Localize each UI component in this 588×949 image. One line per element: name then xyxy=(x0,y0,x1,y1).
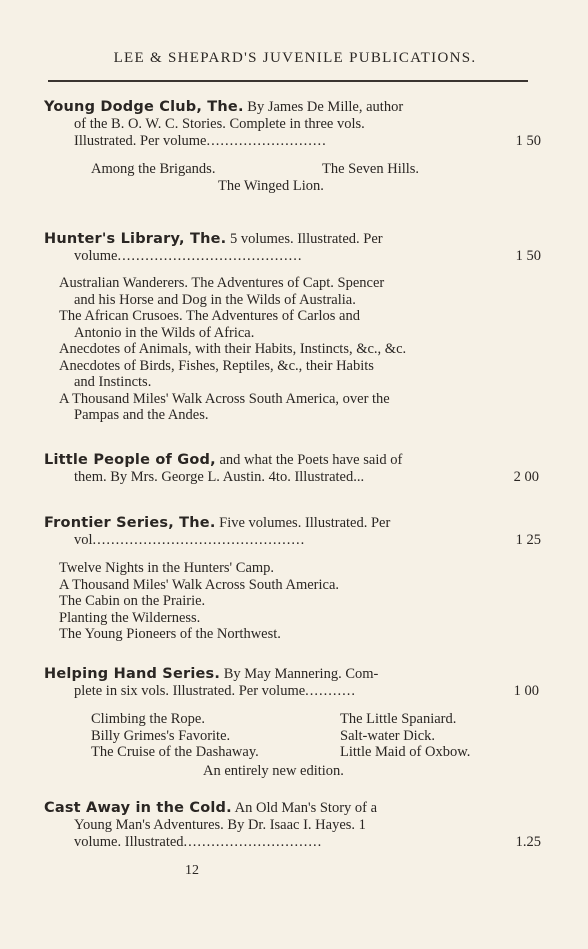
list-item-cont: Pampas and the Andes. xyxy=(74,407,209,423)
entry-text: and what the Poets have said of xyxy=(215,452,403,468)
entry-text: Young Man's Adventures. By Dr. Isaac I. Hayes. 1 xyxy=(74,817,366,833)
entry-text: Illustrated. Per volume xyxy=(74,133,207,149)
title-item: Among the Brigands. xyxy=(91,161,216,177)
entry-title: Hunter's Library, The. xyxy=(44,231,227,247)
entry-text: of the B. O. W. C. Stories. Complete in three vols. xyxy=(74,116,365,132)
entry-little-people xyxy=(44,452,549,486)
list-item: The Little Spaniard. xyxy=(340,711,457,727)
list-item: Anecdotes of Animals, with their Habits, Instincts, &c., &c. xyxy=(59,341,407,357)
list-item: Little Maid of Oxbow. xyxy=(340,744,471,760)
edition-note: An entirely new edition. xyxy=(203,763,344,779)
entry-text: volume xyxy=(74,248,118,264)
entry-hunters-library xyxy=(44,231,549,424)
list-item: A Thousand Miles' Walk Across South America. xyxy=(59,576,340,593)
price: 1 50 xyxy=(515,248,541,264)
entry-text: An Old Man's Story of a xyxy=(231,800,378,816)
page-number: 12 xyxy=(185,863,199,878)
entry-frontier-series xyxy=(44,515,549,643)
running-header: LEE & SHEPARD'S JUVENILE PUBLICATIONS. xyxy=(113,50,477,66)
price: 1 00 xyxy=(513,683,539,699)
title-list xyxy=(44,711,549,763)
entry-text: By May Mannering. Com- xyxy=(220,666,379,682)
list-item: Planting the Wilderness. xyxy=(59,609,201,626)
list-item-cont: and Instincts. xyxy=(74,374,152,390)
list-item: Salt-water Dick. xyxy=(340,727,436,744)
entry-title: Little People of God, xyxy=(44,452,216,468)
list-item: A Thousand Miles' Walk Across South America, over the xyxy=(59,390,390,407)
price: 2 00 xyxy=(513,469,539,485)
price: 1.25 xyxy=(515,834,541,850)
entry-title: Young Dodge Club, The. xyxy=(44,99,244,115)
entry-title: Helping Hand Series. xyxy=(44,666,221,682)
list-item: Australian Wanderers. The Adventures of Capt. Spencer xyxy=(59,275,385,291)
list-item: Billy Grimes's Favorite. xyxy=(91,727,231,744)
price: 1 25 xyxy=(515,532,541,548)
entry-text: them. By Mrs. George L. Austin. 4to. Illustrated... xyxy=(74,469,365,485)
entry-cast-away xyxy=(44,800,549,851)
list-item-cont: and his Horse and Dog in the Wilds of Australia. xyxy=(74,291,356,308)
entry-text: 5 volumes. Illustrated. Per xyxy=(226,231,383,247)
header-rule xyxy=(48,80,528,82)
entry-young-dodge-club xyxy=(44,99,549,195)
entry-text: vol xyxy=(74,532,93,548)
list-item: Climbing the Rope. xyxy=(91,711,205,727)
entry-title: Cast Away in the Cold. xyxy=(44,800,232,816)
leader-dots: .............................. xyxy=(183,834,323,850)
leader-dots: ........... xyxy=(305,683,357,699)
price: 1 50 xyxy=(515,133,541,149)
list-item: The Cabin on the Prairie. xyxy=(59,593,206,609)
leader-dots: ........................................ xyxy=(117,248,303,264)
title-item: The Winged Lion. xyxy=(218,178,324,194)
list-item: The Cruise of the Dashaway. xyxy=(91,744,259,760)
leader-dots: .............................................. xyxy=(92,532,306,548)
entry-text: plete in six vols. Illustrated. Per volume xyxy=(74,683,306,699)
leader-dots: .......................... xyxy=(206,133,327,149)
entry-text: By James De Mille, author xyxy=(243,99,404,115)
entry-helping-hand xyxy=(44,666,549,780)
title-list xyxy=(44,560,549,643)
title-item: The Seven Hills. xyxy=(322,161,420,177)
list-item-cont: Antonio in the Wilds of Africa. xyxy=(74,324,255,341)
entry-title: Frontier Series, The. xyxy=(44,515,216,531)
list-item: The Young Pioneers of the Northwest. xyxy=(59,626,281,642)
entry-text: Five volumes. Illustrated. Per xyxy=(215,515,391,531)
title-list xyxy=(44,275,549,424)
list-item: Anecdotes of Birds, Fishes, Reptiles, &c., their Habits xyxy=(59,357,374,374)
list-item: Twelve Nights in the Hunters' Camp. xyxy=(59,560,275,576)
list-item: The African Crusoes. The Adventures of Carlos and xyxy=(59,308,360,324)
entry-text: volume. Illustrated xyxy=(74,834,184,850)
